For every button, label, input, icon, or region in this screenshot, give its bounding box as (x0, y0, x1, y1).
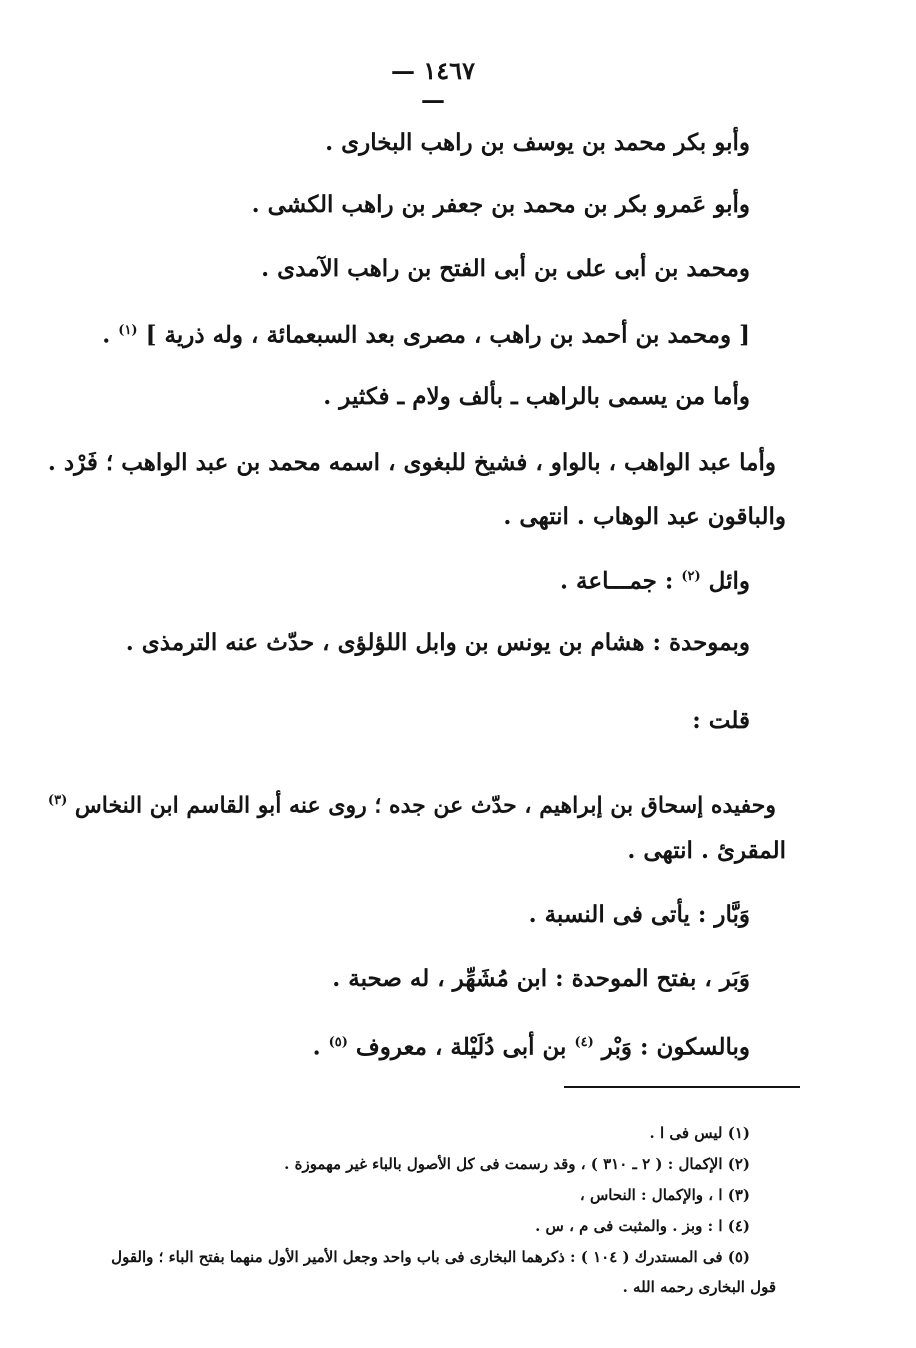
entry-line-13: وَبَر ، بفتح الموحدة : ابن مُشَهِّر ، له صحبة . (332, 965, 750, 992)
footnote-3: (٣) ا ، والإكمال : النحاس ، (579, 1186, 750, 1204)
wabr-rest: بن أبى دُلَيْلة ، معروف (355, 1033, 567, 1061)
entry-line-4-text: [ ومحمد بن أحمد بن راهب ، مصرى بعد السبعمائة ، وله ذرية ] (145, 321, 750, 349)
entry-line-10-text: وحفيده إسحاق بن إبراهيم ، حدّث عن جده ؛ روى عنه أبو القاسم ابن النخاس (74, 792, 776, 819)
footnote-marker-5: (٥) (328, 1035, 348, 1050)
entry-line-11: المقرئ . انتهى . (627, 837, 786, 864)
footnote-5-continuation: قول البخارى رحمه الله . (622, 1278, 776, 1296)
qult-heading: قلت : (692, 707, 750, 734)
entry-line-12: وَبَّار : يأتى فى النسبة . (528, 901, 750, 928)
entry-line-10 (48, 786, 776, 820)
wabr-word: وبالسكون : وَبْر (601, 1033, 750, 1061)
entry-line-4-dot: . (102, 321, 111, 349)
entry-line-2: وأبو عَمرو بكر بن محمد بن جعفر بن راهب الكشى . (251, 191, 750, 218)
footnote-marker-4: (٤) (574, 1035, 594, 1050)
footnote-divider (564, 1086, 800, 1088)
footnote-1: (١) ليس فى ا . (649, 1124, 750, 1142)
entry-line-4 (102, 316, 750, 351)
entry-line-8 (560, 562, 750, 597)
entry-line-5: وأما من يسمى بالراهب ـ بألف ولام ـ فكثير . (323, 383, 750, 410)
footnote-marker-1: (١) (118, 323, 138, 338)
entry-line-6: وأما عبد الواهب ، بالواو ، فشيخ للبغوى ، اسمه محمد بن عبد الواهب ؛ فَرْد . (47, 449, 776, 476)
entry-line-14 (313, 1028, 750, 1063)
footnote-5: (٥) فى المستدرك ( ١٠٤ ) : ذكرهما البخارى فى باب واحد وجعل الأمير الأول منهما بفتح الباء ؛ والقول (111, 1248, 750, 1266)
footnote-marker-2: (٢) (681, 569, 701, 584)
wail-rest: : جمـــاعة . (560, 567, 674, 595)
wail-word: وائل (708, 567, 750, 595)
entry-line-14-dot: . (312, 1033, 321, 1061)
entry-line-7: والباقون عبد الوهاب . انتهى . (503, 503, 786, 530)
entry-line-1: وأبو بكر محمد بن يوسف بن راهب البخاری . (325, 129, 750, 156)
footnote-marker-3: (٣) (47, 793, 68, 808)
entry-line-9: وبموحدة : هشام بن يونس بن وابل اللؤلؤى ، حدّث عنه الترمذى . (125, 629, 750, 656)
footnote-4: (٤) ا : وبز . والمثبت فى م ، س . (535, 1217, 750, 1235)
footnote-2: (٢) الإكمال : ( ٢ ـ ٣١٠ ) ، وقد رسمت فى كل الأصول بالباء غير مهموزة . (284, 1155, 750, 1173)
entry-line-3: ومحمد بن أبى على بن أبى الفتح بن راهب الآمدى . (261, 255, 750, 282)
page-number: — ١٤٦٧ — (391, 56, 475, 114)
